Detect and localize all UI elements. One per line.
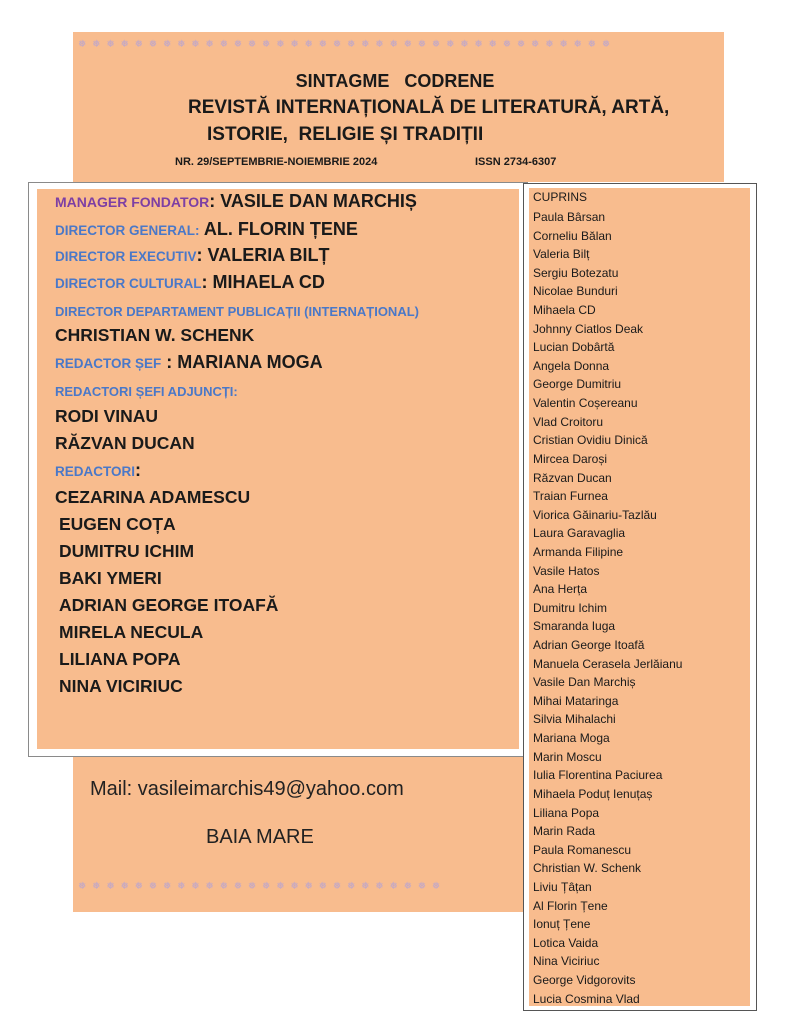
contents-item: Mihaela Poduț Ienuțaș bbox=[533, 786, 653, 801]
contact-city: BAIA MARE bbox=[206, 826, 314, 848]
contents-item: Vasile Dan Marchiș bbox=[533, 675, 636, 690]
contents-item: Viorica Găinariu-Tazlău bbox=[533, 507, 657, 522]
contents-item: Valeria Bilț bbox=[533, 247, 590, 262]
contents-item: Silvia Mihalachi bbox=[533, 712, 616, 727]
director-executiv-name: : VALERIA BILȚ bbox=[196, 245, 330, 265]
contents-item: Lotica Vaida bbox=[533, 935, 599, 950]
contents-item: Johnny Ciatlos Deak bbox=[533, 321, 644, 336]
contents-item: Adrian George Itoafă bbox=[533, 638, 645, 653]
redactori-label: REDACTORI bbox=[55, 464, 136, 479]
director-executiv-label: DIRECTOR EXECUTIV bbox=[55, 249, 197, 264]
director-general-label: DIRECTOR GENERAL: bbox=[55, 223, 200, 238]
snowflake-border-top-icon: ❅ ❅ ❅ ❅ ❅ ❅ ❅ ❅ ❅ ❅ ❅ ❅ ❅ ❅ ❅ ❅ ❅ ❅ ❅ ❅ ❅ ❅ ❅ ❅ ❅ ❅ ❅ ❅ ❅ ❅ ❅ ❅ ❅ ❅ ❅ ❅ ❅ ❅ bbox=[78, 39, 612, 50]
contents-title: CUPRINS bbox=[533, 190, 588, 204]
contents-item: Armanda Filipine bbox=[533, 544, 624, 559]
manager-fondator bbox=[55, 191, 417, 212]
redactor-name: CEZARINA ADAMESCU bbox=[55, 487, 251, 507]
redactor-name: ADRIAN GEORGE ITOAFĂ bbox=[59, 595, 279, 615]
contents-item: Smaranda Iuga bbox=[533, 619, 616, 634]
director-publicatii-name: CHRISTIAN W. SCHENK bbox=[55, 325, 255, 345]
contents-item: Mihai Mataringa bbox=[533, 693, 619, 708]
contents-item: Marin Moscu bbox=[533, 749, 602, 764]
adjunct-name: RODI VINAU bbox=[55, 406, 159, 426]
redactor-sef bbox=[55, 352, 323, 373]
redactori-sefi-adjuncti bbox=[55, 380, 238, 401]
contents-item: Lucia Cosmina Vlad bbox=[533, 991, 640, 1006]
manager-name: : VASILE DAN MARCHIȘ bbox=[209, 191, 417, 211]
manager-label: MANAGER FONDATOR bbox=[55, 194, 210, 210]
contents-item: Răzvan Ducan bbox=[533, 470, 612, 485]
contents-item: Traian Furnea bbox=[533, 489, 608, 504]
contents-item: Iulia Florentina Paciurea bbox=[533, 768, 663, 783]
contents-item: Vasile Hatos bbox=[533, 563, 600, 578]
magazine-subtitle-line2: ISTORIE, RELIGIE ȘI TRADIȚII bbox=[207, 124, 484, 145]
contents-item: Paula Romanescu bbox=[533, 842, 632, 857]
redactor-name: NINA VICIRIUC bbox=[59, 676, 183, 696]
adjuncti-label: REDACTORI ȘEFI ADJUNCȚI: bbox=[55, 384, 238, 399]
contents-item: Lucian Dobârtă bbox=[533, 340, 615, 355]
redactor-sef-name: : MARIANA MOGA bbox=[161, 352, 323, 372]
contents-item: Christian W. Schenk bbox=[533, 861, 642, 876]
contents-item: Mariana Moga bbox=[533, 731, 610, 746]
contents-item: Sergiu Botezatu bbox=[533, 265, 619, 280]
director-cultural-name: : MIHAELA CD bbox=[201, 272, 325, 292]
contents-item: Ana Herța bbox=[533, 582, 588, 597]
redactor-sef-label: REDACTOR ȘEF bbox=[55, 356, 162, 371]
redactor-name: DUMITRU ICHIM bbox=[59, 541, 195, 561]
contents-item: Corneliu Bălan bbox=[533, 228, 612, 243]
issn: ISSN 2734-6307 bbox=[475, 156, 557, 168]
contents-item: Mihaela CD bbox=[533, 303, 596, 318]
director-general-name: AL. FLORIN ȚENE bbox=[199, 219, 358, 239]
contents-item: Liliana Popa bbox=[533, 805, 600, 820]
snowflake-border-bottom-icon: ❅ ❅ ❅ ❅ ❅ ❅ ❅ ❅ ❅ ❅ ❅ ❅ ❅ ❅ ❅ ❅ ❅ ❅ ❅ ❅ ❅ ❅ ❅ ❅ ❅ ❅ bbox=[78, 881, 442, 892]
contents-item: Paula Bârsan bbox=[533, 210, 606, 224]
contents-item: George Dumitriu bbox=[533, 377, 622, 392]
contents-item: Dumitru Ichim bbox=[533, 600, 608, 615]
director-cultural-label: DIRECTOR CULTURAL bbox=[55, 276, 202, 291]
redactor-name: BAKI YMERI bbox=[59, 568, 162, 588]
magazine-title: SINTAGME CODRENE bbox=[295, 71, 495, 91]
director-publicatii-label: DIRECTOR DEPARTAMENT PUBLICAȚII (INTERNAȚIONAL) bbox=[55, 304, 419, 319]
contents-item: Al Florin Țene bbox=[533, 898, 608, 913]
director-general bbox=[55, 219, 358, 240]
contents-item: Mircea Daroși bbox=[533, 451, 608, 466]
redactor-name: MIRELA NECULA bbox=[59, 622, 204, 642]
contents-item: Cristian Ovidiu Dinică bbox=[533, 433, 648, 448]
director-executiv bbox=[55, 245, 330, 266]
magazine-subtitle-line1: REVISTĂ INTERNAȚIONALĂ DE LITERATURĂ, ARTĂ, bbox=[188, 97, 670, 118]
director-cultural bbox=[55, 272, 325, 293]
redactor-name: LILIANA POPA bbox=[59, 649, 181, 669]
contents-item: Laura Garavaglia bbox=[533, 526, 626, 541]
contents-list bbox=[533, 208, 682, 1008]
contents-item: Manuela Cerasela Jerlăianu bbox=[533, 656, 683, 671]
adjunct-name: RĂZVAN DUCAN bbox=[55, 433, 195, 453]
contents-item: Valentin Coșereanu bbox=[533, 396, 638, 411]
contents-item: Angela Donna bbox=[533, 358, 610, 373]
contact-email[interactable]: Mail: vasileimarchis49@yahoo.com bbox=[90, 778, 404, 800]
redactori-colon: : bbox=[135, 460, 142, 480]
contents-item: Vlad Croitoru bbox=[533, 414, 604, 429]
director-publicatii bbox=[55, 300, 419, 321]
contents-item: George Vidgorovits bbox=[533, 972, 636, 987]
issue-number: NR. 29/SEPTEMBRIE-NOIEMBRIE 2024 bbox=[175, 156, 378, 168]
contents-item: Liviu Țâțan bbox=[533, 879, 592, 894]
contents-item: Nicolae Bunduri bbox=[533, 284, 618, 299]
redactor-name: EUGEN COȚA bbox=[59, 514, 176, 534]
redactori bbox=[55, 460, 141, 481]
contents-item: Ionuț Țene bbox=[533, 917, 591, 932]
contents-item: Nina Viciriuc bbox=[533, 954, 600, 969]
contents-item: Marin Rada bbox=[533, 824, 596, 839]
